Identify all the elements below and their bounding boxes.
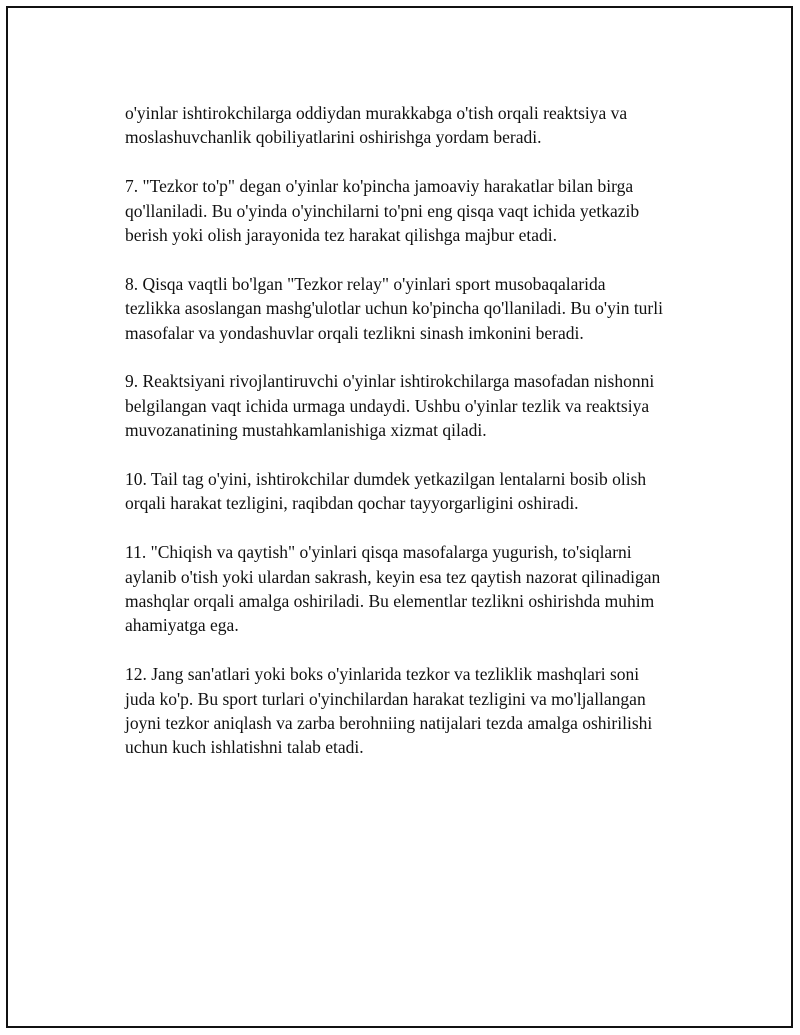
paragraph-item-11	[125, 540, 705, 638]
paragraph-continuation	[125, 101, 705, 150]
paragraph-item-12	[125, 662, 705, 760]
text-line: belgilangan vaqt ichida urmaga undaydi. Ushbu o'yinlar tezlik va reaktsiya	[125, 395, 650, 416]
text-line: 12. Jang san'atlari yoki boks o'yinlarida tezkor va tezliklik mashqlari soni	[125, 664, 640, 685]
text-line: 11. "Chiqish va qaytish" o'yinlari qisqa masofalarga yugurish, to'siqlarni	[125, 542, 632, 563]
paragraph-item-7	[125, 174, 705, 247]
text-line: mashqlar orqali amalga oshiriladi. Bu elementlar tezlikni oshirishda muhim	[125, 591, 655, 612]
page-frame	[6, 6, 793, 1028]
text-line: 7. "Tezkor to'p" degan o'yinlar ko'pincha jamoaviy harakatlar bilan birga	[125, 176, 634, 197]
text-line: muvozanatining mustahkamlanishiga xizmat qiladi.	[125, 420, 487, 441]
paragraph-item-10	[125, 467, 705, 516]
text-line: 9. Reaktsiyani rivojlantiruvchi o'yinlar ishtirokchilarga masofadan nishonni	[125, 371, 655, 392]
text-line: uchun kuch ishlatishni talab etadi.	[125, 737, 364, 758]
text-line: qo'llaniladi. Bu o'yinda o'yinchilarni to'pni eng qisqa vaqt ichida yetkazib	[125, 200, 640, 221]
text-line: masofalar va yondashuvlar orqali tezlikni sinash imkonini beradi.	[125, 322, 584, 343]
text-line: 10. Tail tag o'yini, ishtirokchilar dumdek yetkazilgan lentalarni bosib olish	[125, 469, 647, 490]
text-line: ahamiyatga ega.	[125, 615, 239, 636]
text-line: joyni tezkor aniqlash va zarba berohniing natijalari tezda amalga oshirilishi	[125, 713, 653, 734]
paragraph-item-9	[125, 369, 705, 442]
text-line: aylanib o'tish yoki ulardan sakrash, keyin esa tez qaytish nazorat qilinadigan	[125, 566, 661, 587]
text-line: juda ko'p. Bu sport turlari o'yinchilardan harakat tezligini va mo'ljallangan	[125, 688, 646, 709]
paragraph-item-8	[125, 272, 705, 345]
document-body	[125, 101, 705, 784]
text-line: berish yoki olish jarayonida tez harakat qilishga majbur etadi.	[125, 225, 558, 246]
text-line: 8. Qisqa vaqtli bo'lgan "Tezkor relay" o'yinlari sport musobaqalarida	[125, 273, 606, 294]
text-line: moslashuvchanlik qobiliyatlarini oshirishga yordam beradi.	[125, 127, 542, 148]
text-line: o'yinlar ishtirokchilarga oddiydan murakkabga o'tish orqali reaktsiya va	[125, 103, 628, 123]
text-line: tezlikka asoslangan mashg'ulotlar uchun ko'pincha qo'llaniladi. Bu o'yin turli	[125, 298, 663, 319]
text-line: orqali harakat tezligini, raqibdan qochar tayyorgarligini oshiradi.	[125, 493, 579, 514]
